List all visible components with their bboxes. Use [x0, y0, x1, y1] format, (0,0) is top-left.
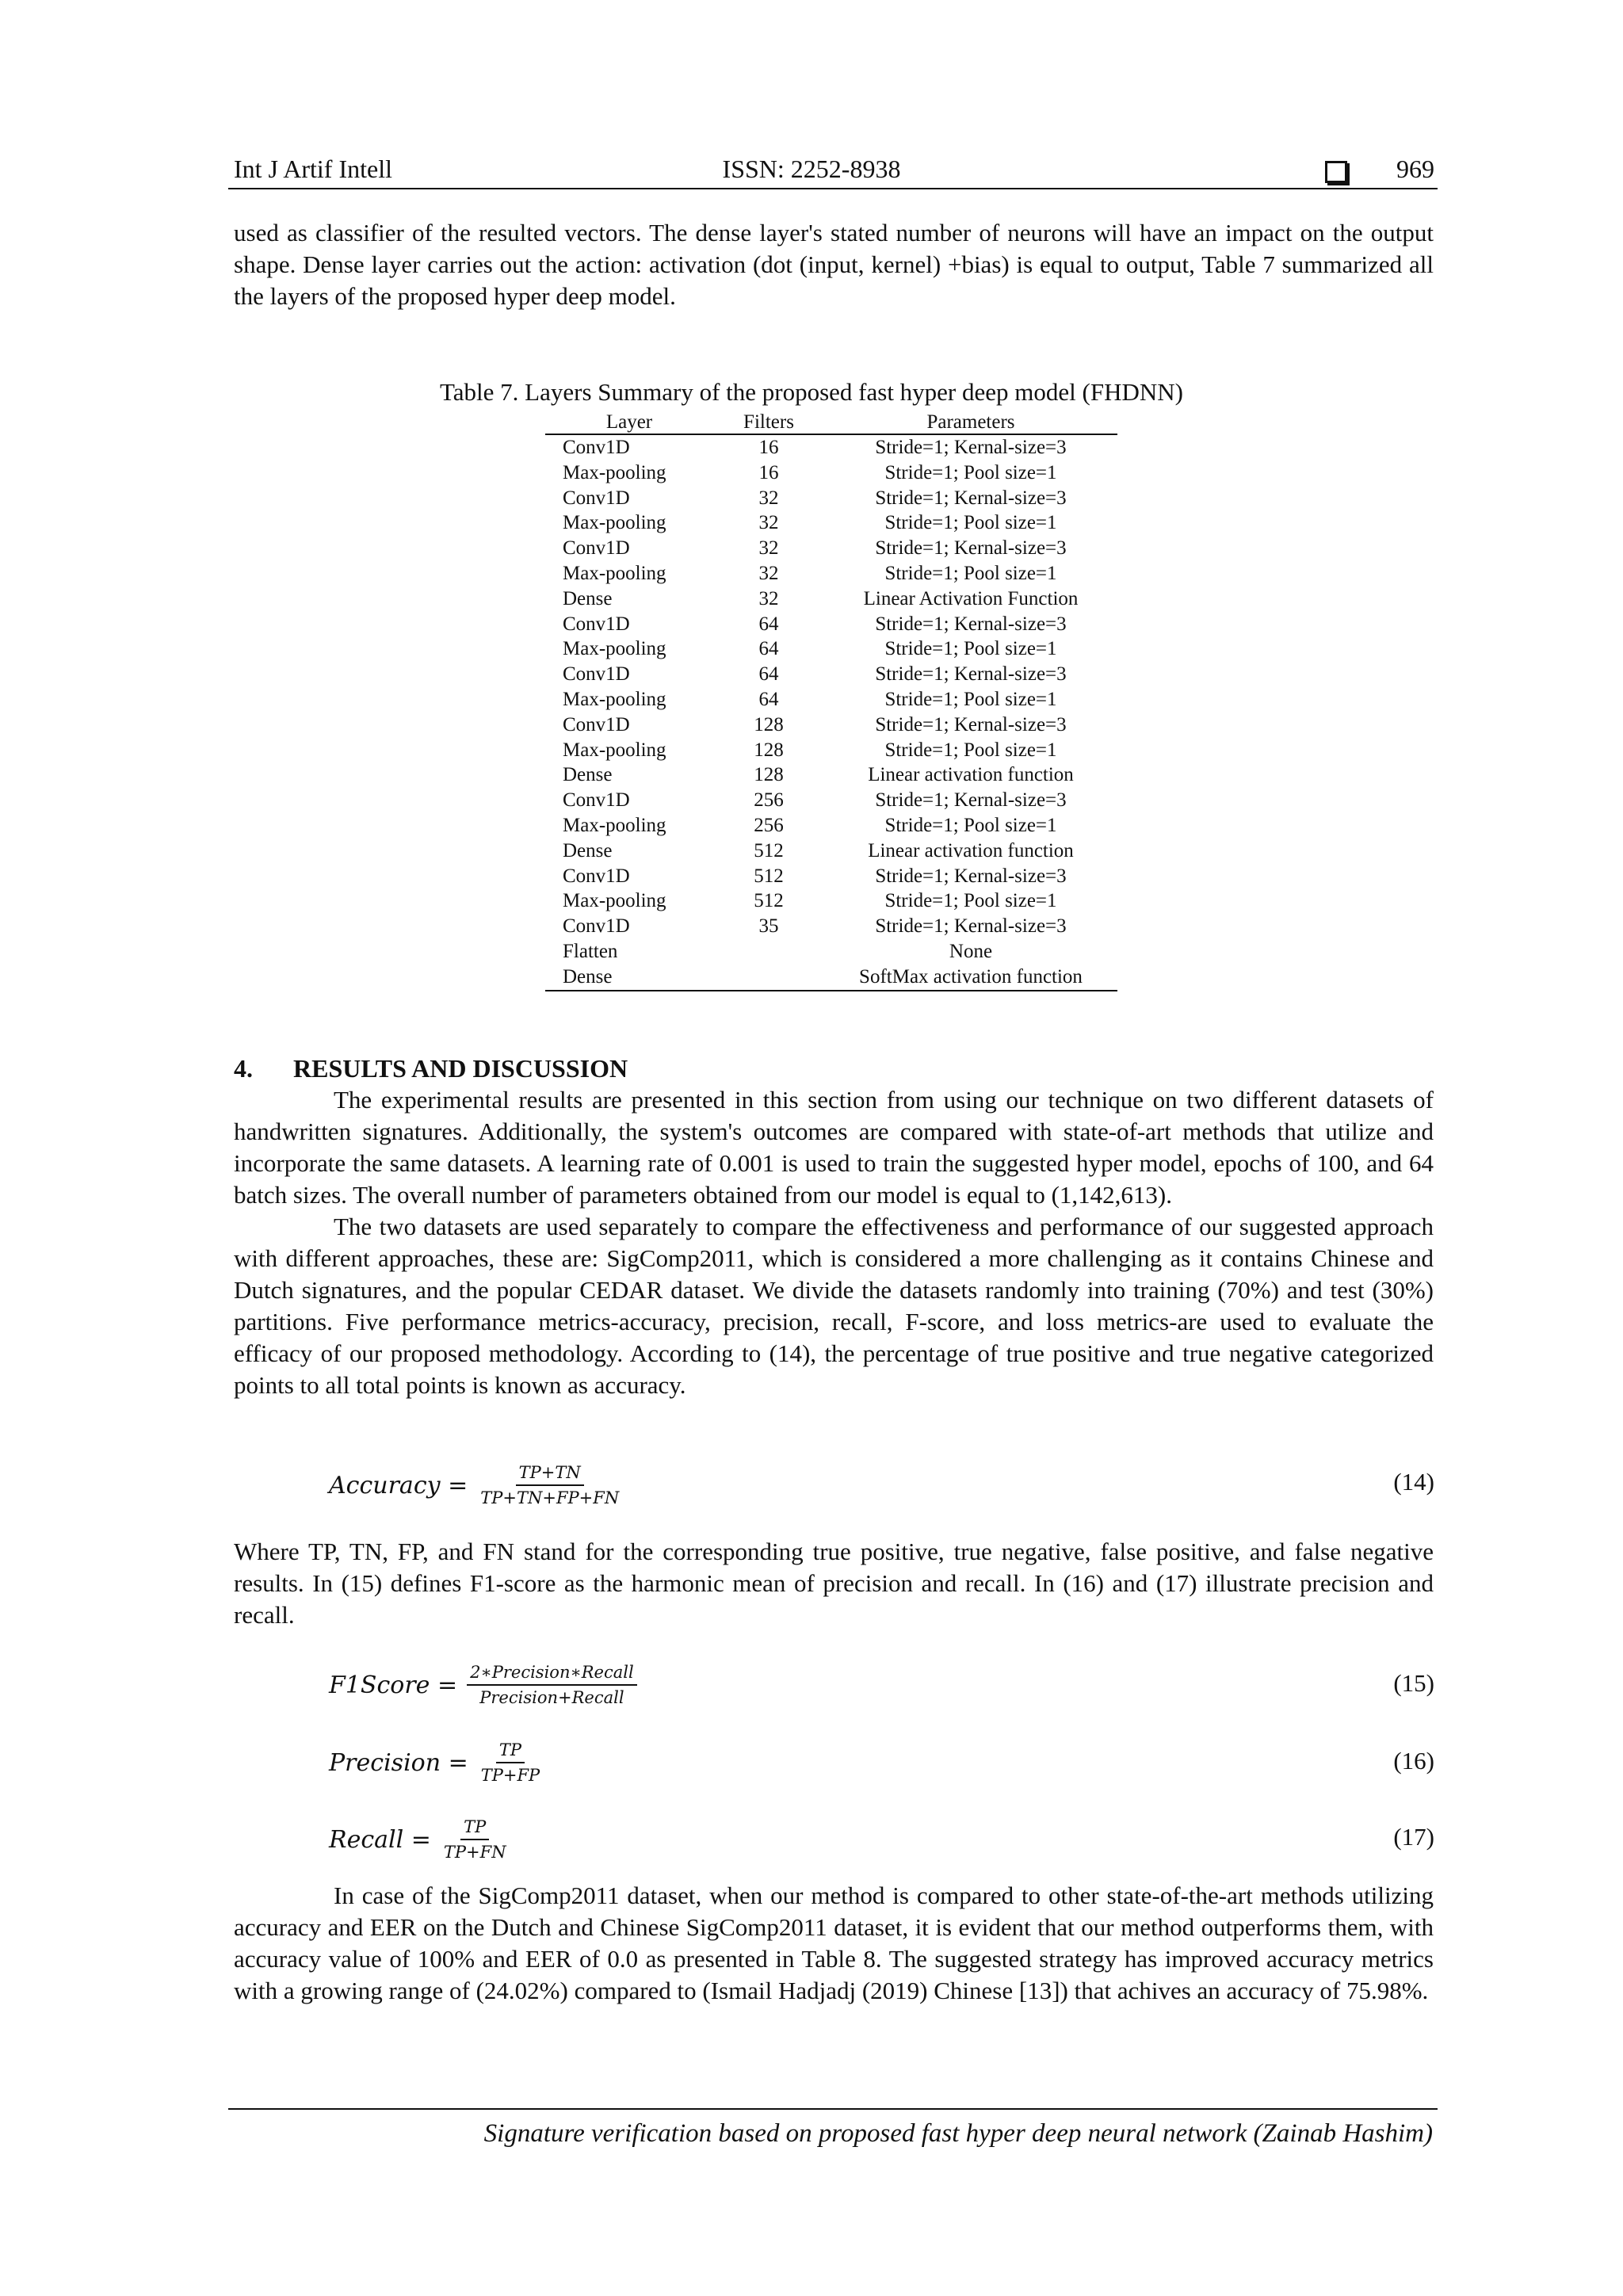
filters-cell: 32	[758, 562, 779, 584]
layer-cell: Max-pooling	[563, 562, 666, 584]
filters-cell: 64	[758, 688, 779, 710]
equation-lhs: Precision =	[329, 1748, 468, 1777]
section-heading	[234, 1052, 628, 1084]
paragraph: The experimental results are presented in this section from using our technique on two different datasets of handwritten signatures. Additionally, the system's outcomes are compared with state-of-art methods that utilize and incorporate the same datasets. A learning rate of 0.001 is used to train the suggested hyper model, epochs of 100, and 64 batch sizes. The overall number of parameters obtained from our model is equal to (1,142,613).	[234, 1086, 1434, 1209]
layer-cell: Conv1D	[563, 487, 630, 509]
column-header: Parameters	[824, 411, 1117, 434]
square-icon	[1325, 153, 1347, 185]
filters-cell: 256	[754, 814, 784, 836]
column-header: Layer	[545, 411, 713, 434]
table-row	[545, 813, 1117, 839]
paragraph: The two datasets are used separately to compare the effectiveness and performance of our suggested approach with different approaches, these are: SigComp2011, which is considered a more challenging as it contains Chinese and Dutch signatures, and the popular CEDAR dataset. We divide the datasets randomly into training (70%) and test (30%) partitions. Five performance metrics-accuracy, precision, recall, F-score, and loss metrics-are used to evaluate the efficacy of our proposed methodology. According to (14), the percentage of true positive and true negative categorized points to all total points is known as accuracy.	[234, 1213, 1434, 1399]
layer-cell: Max-pooling	[563, 638, 666, 660]
filters-cell: 64	[758, 663, 779, 686]
running-footer: Signature verification based on proposed fast hyper deep neural network (Zainab Hashim)	[483, 2119, 1433, 2148]
filters-cell: 512	[754, 865, 784, 887]
layer-cell: Conv1D	[563, 537, 630, 560]
parameters-cell: Stride=1; Kernal-size=3	[875, 865, 1067, 887]
column-header: Filters	[713, 411, 824, 434]
parameters-cell: Stride=1; Pool size=1	[884, 562, 1057, 584]
equation-number: (16)	[1393, 1747, 1434, 1775]
filters-cell: 64	[758, 613, 779, 635]
parameters-cell: SoftMax activation function	[824, 965, 1117, 991]
filters-cell: 35	[758, 915, 779, 938]
table-row	[545, 510, 1117, 536]
equation-precision	[329, 1729, 543, 1796]
fraction	[478, 1740, 543, 1785]
table-row	[545, 788, 1117, 813]
parameters-cell: Stride=1; Pool size=1	[884, 512, 1057, 534]
table-row	[545, 561, 1117, 586]
equation-recall	[329, 1806, 510, 1873]
filters-cell: 32	[758, 587, 779, 609]
footer-rule	[228, 2108, 1438, 2110]
table-header-row	[545, 411, 1117, 434]
comparison-paragraph	[234, 1880, 1434, 2007]
denominator: TP+FN	[443, 1843, 506, 1862]
filters-cell: 32	[758, 487, 779, 509]
parameters-cell: Stride=1; Pool size=1	[884, 739, 1057, 761]
equation-lhs: F1Score =	[329, 1671, 458, 1699]
page-number: 969	[1396, 155, 1434, 183]
table-row	[545, 662, 1117, 687]
filters-cell: 16	[758, 461, 779, 483]
layer-cell: Max-pooling	[563, 461, 666, 483]
table-row	[545, 965, 1117, 991]
parameters-cell: Linear Activation Function	[863, 587, 1079, 609]
layer-cell: Conv1D	[563, 915, 630, 938]
equation-lhs: Accuracy =	[329, 1471, 468, 1499]
intro-text: used as classifier of the resulted vectors. The dense layer's stated number of neurons will have an impact on the output shape. Dense layer carries out the action: activation (dot (input, kernel) +bias) is equal to output, Table 7 summarized all the layers of the proposed hyper deep model.	[234, 219, 1434, 310]
layer-cell: Conv1D	[563, 437, 630, 458]
filters-cell: 512	[754, 839, 784, 861]
parameters-cell: Stride=1; Kernal-size=3	[875, 437, 1067, 458]
table-caption: Table 7. Layers Summary of the proposed fast hyper deep model (FHDNN)	[440, 378, 1183, 406]
numerator: TP	[460, 1817, 489, 1840]
parameters-cell: Stride=1; Kernal-size=3	[875, 487, 1067, 509]
parameters-cell: Stride=1; Kernal-size=3	[875, 663, 1067, 686]
table-row	[545, 460, 1117, 486]
journal-name: Int J Artif Intell	[234, 155, 392, 183]
table-row	[545, 864, 1117, 889]
filters-cell: 128	[754, 764, 784, 786]
filters-cell: 32	[758, 512, 779, 534]
table-row	[545, 762, 1117, 788]
layers-table	[545, 411, 1117, 991]
layer-cell: Conv1D	[563, 789, 630, 812]
parameters-cell: Stride=1; Pool size=1	[884, 890, 1057, 912]
layer-cell: Conv1D	[563, 713, 630, 735]
table-row	[545, 586, 1117, 612]
denominator: Precision+Recall	[479, 1688, 624, 1707]
parameters-cell: Stride=1; Kernal-size=3	[875, 613, 1067, 635]
section-number: 4.	[234, 1054, 253, 1083]
parameters-cell: Stride=1; Kernal-size=3	[875, 789, 1067, 812]
layer-cell: Dense	[563, 587, 613, 609]
table-row	[545, 434, 1117, 460]
numerator: 2∗Precision∗Recall	[467, 1663, 637, 1686]
equation-accuracy	[329, 1452, 622, 1519]
results-paragraphs	[234, 1084, 1434, 1401]
parameters-cell: None	[949, 940, 993, 962]
definitions-paragraph	[234, 1536, 1434, 1631]
table-row	[545, 839, 1117, 864]
filters-cell: 16	[758, 437, 779, 458]
equation-f1score	[329, 1652, 637, 1718]
layer-cell: Max-pooling	[563, 512, 666, 534]
filters-cell: 128	[754, 713, 784, 735]
layer-cell: Dense	[563, 839, 613, 861]
table-row	[545, 738, 1117, 763]
parameters-cell: Stride=1; Pool size=1	[884, 688, 1057, 710]
layer-cell: Flatten	[563, 940, 618, 962]
table-row	[545, 939, 1117, 965]
fraction	[441, 1817, 510, 1862]
parameters-cell: Stride=1; Kernal-size=3	[875, 915, 1067, 938]
layer-cell: Dense	[563, 764, 613, 786]
fraction	[477, 1463, 622, 1507]
equation-number: (17)	[1393, 1823, 1434, 1851]
parameters-cell: Stride=1; Kernal-size=3	[875, 713, 1067, 735]
table-row	[545, 712, 1117, 738]
filters-cell: 128	[754, 739, 784, 761]
table-row	[545, 687, 1117, 712]
parameters-cell: Linear activation function	[868, 764, 1074, 786]
table-row	[545, 888, 1117, 914]
parameters-cell: Linear activation function	[868, 839, 1074, 861]
table-row	[545, 486, 1117, 511]
layer-cell: Conv1D	[563, 663, 630, 686]
intro-paragraph	[234, 217, 1434, 312]
equation-lhs: Recall =	[329, 1825, 431, 1854]
table-row	[545, 612, 1117, 637]
table-body	[545, 434, 1117, 991]
parameters-cell: Stride=1; Pool size=1	[884, 638, 1057, 660]
layer-cell: Max-pooling	[563, 739, 666, 761]
numerator: TP+TN	[516, 1463, 584, 1486]
filters-cell: 32	[758, 537, 779, 560]
denominator: TP+TN+FP+FN	[480, 1488, 620, 1507]
filters-cell: 64	[758, 638, 779, 660]
filters-cell: 256	[754, 789, 784, 812]
paragraph: In case of the SigComp2011 dataset, when our method is compared to other state-of-the-art methods utilizing accuracy and EER on the Dutch and Chinese SigComp2011 dataset, it is evident that our method outperforms them, with accuracy value of 100% and EER of 0.0 as presented in Table 8. The suggested strategy has improved accuracy metrics with a growing range of (24.02%) compared to (Ismail Hadjadj (2019) Chinese [13]) that achives an accuracy of 75.98%.	[234, 1881, 1434, 2004]
equation-number: (14)	[1393, 1468, 1434, 1496]
layer-cell: Dense	[545, 965, 713, 991]
filters-cell: 512	[754, 890, 784, 912]
layer-cell: Max-pooling	[563, 688, 666, 710]
section-title: RESULTS AND DISCUSSION	[293, 1054, 628, 1083]
parameters-cell: Stride=1; Kernal-size=3	[875, 537, 1067, 560]
parameters-cell: Stride=1; Pool size=1	[884, 461, 1057, 483]
layer-cell: Max-pooling	[563, 814, 666, 836]
layer-cell: Conv1D	[563, 613, 630, 635]
denominator: TP+FP	[480, 1766, 540, 1785]
filters-cell	[713, 939, 824, 965]
equation-number: (15)	[1393, 1669, 1434, 1697]
parameters-cell: Stride=1; Pool size=1	[884, 814, 1057, 836]
paragraph: Where TP, TN, FP, and FN stand for the corresponding true positive, true negative, false positive, and false negative results. In (15) defines F1-score as the harmonic mean of precision and recall. In (16) and (17) illustrate precision and recall.	[234, 1538, 1434, 1629]
table-row	[545, 914, 1117, 939]
filters-cell	[713, 965, 824, 991]
table-row	[545, 636, 1117, 662]
table-row	[545, 536, 1117, 561]
issn: ISSN: 2252-8938	[722, 155, 901, 183]
layer-cell: Conv1D	[563, 865, 630, 887]
header-rule	[228, 188, 1438, 189]
layer-cell: Max-pooling	[563, 890, 666, 912]
fraction	[467, 1663, 637, 1707]
numerator: TP	[496, 1740, 525, 1763]
